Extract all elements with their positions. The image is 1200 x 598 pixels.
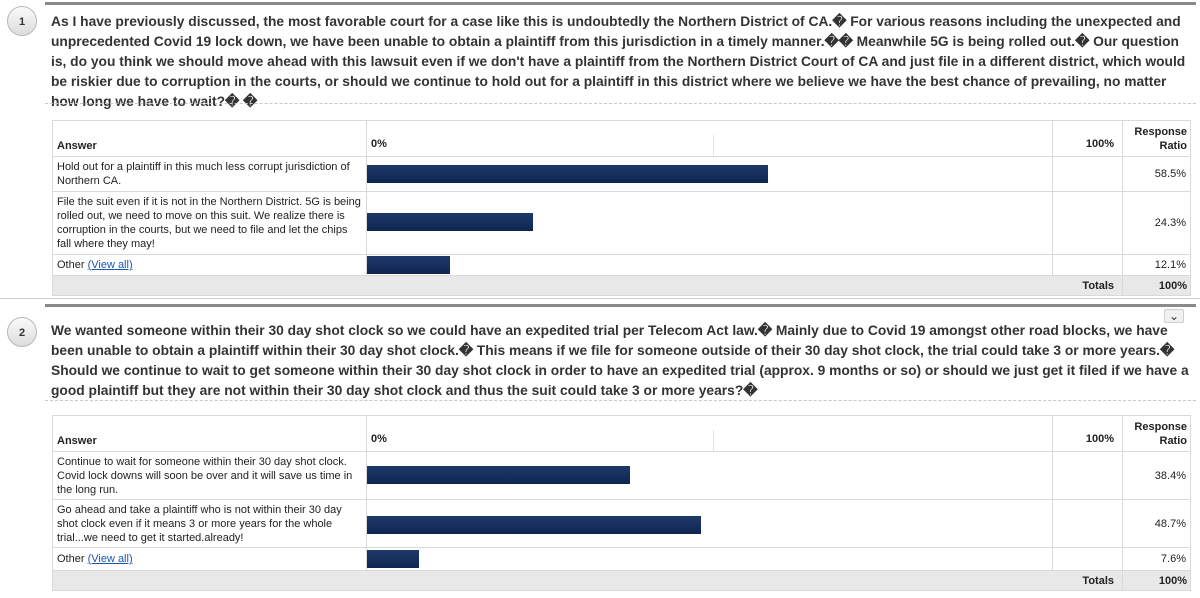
scale-max-label: 100% bbox=[1053, 416, 1123, 452]
answer-text bbox=[53, 255, 367, 276]
response-bar-cell bbox=[367, 548, 1053, 571]
bar-spacer bbox=[1053, 452, 1123, 500]
answer-other-label: Other bbox=[57, 553, 85, 565]
answer-column-header: Answer bbox=[53, 416, 367, 452]
scale-min-label: 0% bbox=[371, 138, 387, 150]
scale-min-label: 0% bbox=[371, 433, 387, 445]
question-block-2 bbox=[0, 298, 1200, 598]
response-bar-cell bbox=[367, 157, 1053, 192]
response-ratio: 7.6% bbox=[1123, 548, 1191, 571]
results-table bbox=[52, 120, 1191, 296]
question-number-badge: 2 bbox=[7, 317, 37, 347]
question-text: As I have previously discussed, the most favorable court for a case like this is undoubtedly the Northern District of CA.� For various reasons including the unexpected and unprecedented Covid 19 lock down, we have been unable to obtain a plaintiff from this jurisdiction in a timely manner.�� Meanwhile 5G is being rolled out.� Our question is, do you think we should move ahead with this lawsuit even if we don't have a plaintiff from the Northern District Court of CA and just file in a different district, which would be riskier due to corruption in the courts, or should we continue to hold out for a plaintiff in this district where we believe we have the best chance of prevailing, no matter how long we have to wait?� � bbox=[51, 14, 1190, 109]
response-bar bbox=[367, 516, 701, 534]
response-ratio: 24.3% bbox=[1123, 192, 1191, 255]
response-ratio-header bbox=[1123, 121, 1191, 157]
response-ratio-header-line1: Response bbox=[1134, 420, 1187, 433]
answer-row bbox=[53, 192, 1191, 255]
question-top-rule bbox=[45, 2, 1196, 5]
question-block-1 bbox=[0, 0, 1200, 296]
response-bar-cell bbox=[367, 255, 1053, 276]
question-text: We wanted someone within their 30 day shot clock so we could have an expedited trial per Telecom Act law.� Mainly due to Covid 19 amongst other road blocks, we have been unable to obtain a plaintiff within their 30 day shot clock.� This means if we file for someone outside of their 30 day shot clock, the trial could take 3 or more years.� Should we continue to wait to get someone within their 30 day shot clock in order to have an expedited trial (approx. 9 months or so) or should we just get it filed if we have a good plaintiff but they are not within their 30 day shot clock and thus the suit could take 3 or more years?� bbox=[51, 323, 1193, 398]
totals-label: Totals bbox=[53, 571, 1123, 591]
scale-midline bbox=[713, 430, 714, 451]
answer-column-header: Answer bbox=[53, 121, 367, 157]
answer-row bbox=[53, 452, 1191, 500]
scale-header bbox=[367, 121, 1053, 157]
bar-spacer bbox=[1053, 157, 1123, 192]
bar-spacer bbox=[1053, 500, 1123, 548]
view-all-link[interactable]: (View all) bbox=[87, 553, 133, 565]
response-bar-cell bbox=[367, 452, 1053, 500]
response-ratio-header-line1: Response bbox=[1134, 125, 1187, 138]
response-bar bbox=[367, 256, 450, 274]
results-header-row bbox=[53, 416, 1191, 452]
scale-midline bbox=[713, 135, 714, 156]
answer-text: Continue to wait for someone within their 30 day shot clock. Covid lock downs will soon be over and it will save us time in the long run. bbox=[53, 452, 367, 500]
response-ratio: 58.5% bbox=[1123, 157, 1191, 192]
response-bar bbox=[367, 466, 630, 484]
question-divider bbox=[45, 400, 1196, 401]
totals-row bbox=[53, 276, 1191, 296]
response-ratio: 38.4% bbox=[1123, 452, 1191, 500]
response-bar bbox=[367, 550, 419, 568]
response-bar-cell bbox=[367, 192, 1053, 255]
response-bar-cell bbox=[367, 500, 1053, 548]
scale-header bbox=[367, 416, 1053, 452]
answer-row bbox=[53, 548, 1191, 571]
totals-value: 100% bbox=[1123, 571, 1191, 591]
question-number-badge: 1 bbox=[7, 6, 37, 36]
question-divider bbox=[45, 103, 1196, 104]
response-ratio-header-line2: Ratio bbox=[1159, 139, 1187, 152]
answer-other-label: Other bbox=[57, 259, 85, 271]
answer-text: Go ahead and take a plaintiff who is not within their 30 day shot clock even if it means 3 or more years for the whole trial...we need to get it started.already! bbox=[53, 500, 367, 548]
response-ratio-header bbox=[1123, 416, 1191, 452]
answer-text: Hold out for a plaintiff in this much less corrupt jurisdiction of Northern CA. bbox=[53, 157, 367, 192]
response-bar bbox=[367, 213, 533, 231]
response-bar bbox=[367, 165, 768, 183]
question-top-rule bbox=[45, 304, 1196, 307]
results-table bbox=[52, 415, 1191, 591]
results-header-row bbox=[53, 121, 1191, 157]
answer-row bbox=[53, 500, 1191, 548]
response-ratio-header-line2: Ratio bbox=[1159, 434, 1187, 447]
bar-spacer bbox=[1053, 255, 1123, 276]
response-ratio: 48.7% bbox=[1123, 500, 1191, 548]
totals-value: 100% bbox=[1123, 276, 1191, 296]
chevron-down-icon[interactable]: ⌄ bbox=[1164, 309, 1184, 323]
answer-text bbox=[53, 548, 367, 571]
bar-spacer bbox=[1053, 192, 1123, 255]
response-ratio: 12.1% bbox=[1123, 255, 1191, 276]
scale-max-label: 100% bbox=[1053, 121, 1123, 157]
totals-row bbox=[53, 571, 1191, 591]
totals-label: Totals bbox=[53, 276, 1123, 296]
answer-text: File the suit even if it is not in the Northern District. 5G is being rolled out, we need to move on this suit. We realize there is corruption in the courts, but we need to file and let the chips fall where they may! bbox=[53, 192, 367, 255]
answer-row bbox=[53, 157, 1191, 192]
bar-spacer bbox=[1053, 548, 1123, 571]
answer-row bbox=[53, 255, 1191, 276]
view-all-link[interactable]: (View all) bbox=[87, 259, 133, 271]
